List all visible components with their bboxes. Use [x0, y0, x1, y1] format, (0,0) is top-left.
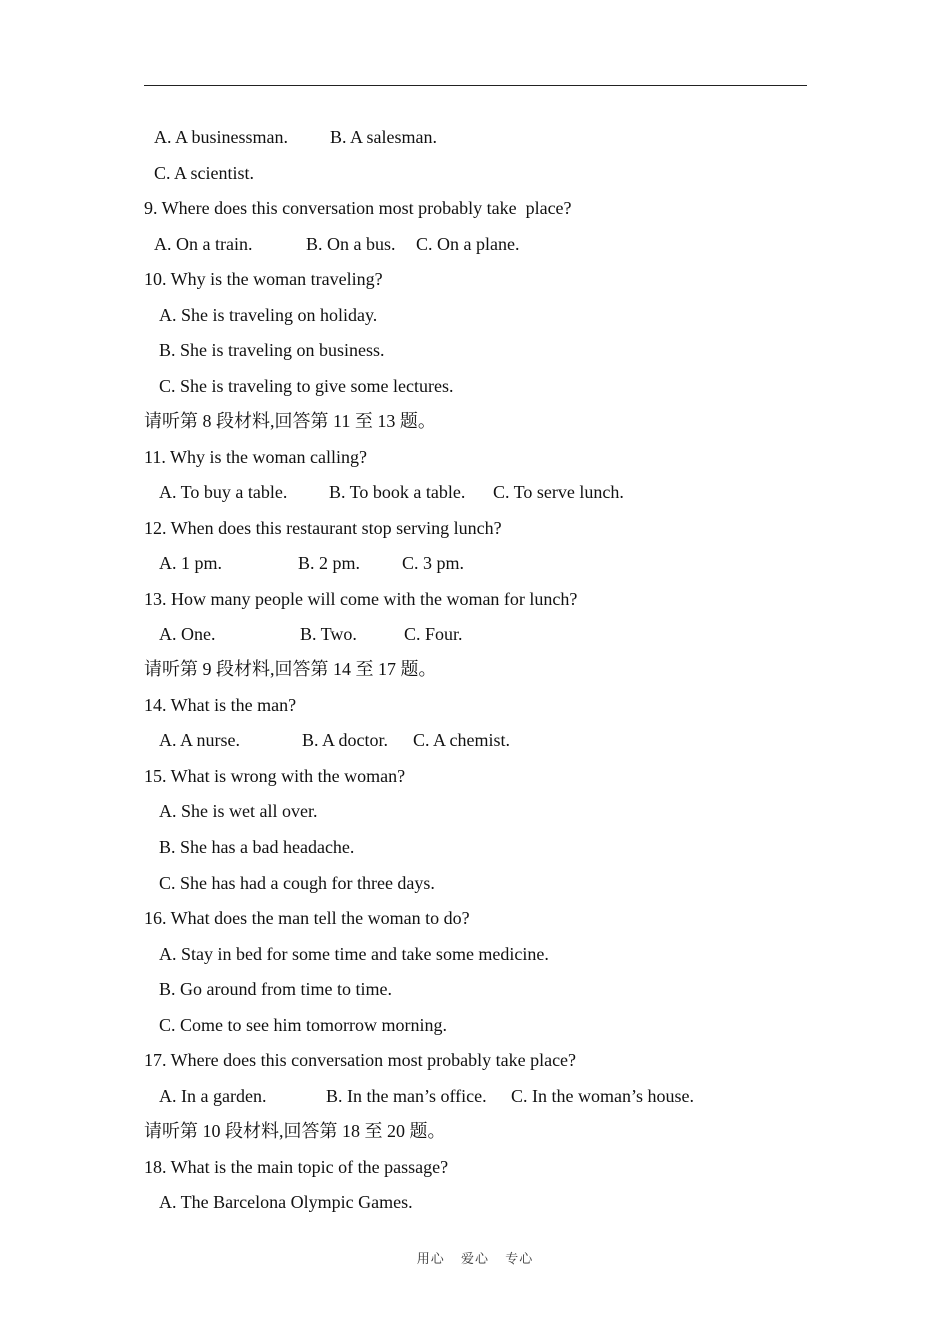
- text-line: 请听第 10 段材料,回答第 18 至 20 题。: [144, 1121, 446, 1141]
- text-line: A. A nurse.: [159, 730, 240, 750]
- text-line: C. She is traveling to give some lectures.: [159, 376, 454, 396]
- text-line: C. On a plane.: [416, 234, 520, 254]
- text-line: 10. Why is the woman traveling?: [144, 269, 383, 289]
- text-line: A. The Barcelona Olympic Games.: [159, 1192, 413, 1212]
- text-line: 请听第 8 段材料,回答第 11 至 13 题。: [144, 411, 436, 431]
- text-line: A. One.: [159, 624, 216, 644]
- text-line: A. 1 pm.: [159, 553, 222, 573]
- text-line: C. She has had a cough for three days.: [159, 873, 435, 893]
- text-line: B. Two.: [300, 624, 357, 644]
- text-line: 16. What does the man tell the woman to do?: [144, 908, 470, 928]
- text-line: 12. When does this restaurant stop serving lunch?: [144, 518, 502, 538]
- text-line: C. A chemist.: [413, 730, 511, 750]
- text-line: 9. Where does this conversation most probably take place?: [144, 198, 572, 218]
- footer-word: 爱心: [460, 1251, 489, 1266]
- text-line: B. On a bus.: [306, 234, 396, 254]
- text-line: A. A businessman.: [154, 127, 289, 147]
- text-line: C. 3 pm.: [402, 553, 465, 573]
- text-line: 11. Why is the woman calling?: [144, 447, 367, 467]
- text-line: B. 2 pm.: [298, 553, 361, 573]
- text-line: 15. What is wrong with the woman?: [144, 766, 406, 786]
- text-line: A. She is wet all over.: [159, 801, 318, 821]
- footer-word: 用心: [416, 1251, 445, 1266]
- text-line: A. She is traveling on holiday.: [159, 305, 378, 325]
- text-line: A. In a garden.: [159, 1086, 267, 1106]
- footer-word: 专心: [505, 1251, 534, 1266]
- text-line: A. On a train.: [154, 234, 253, 254]
- text-line: C. Come to see him tomorrow morning.: [159, 1015, 447, 1035]
- text-line: B. Go around from time to time.: [159, 979, 392, 999]
- text-line: A. To buy a table.: [159, 482, 288, 502]
- text-line: C. In the woman’s house.: [511, 1086, 694, 1106]
- text-line: 18. What is the main topic of the passage?: [144, 1157, 449, 1177]
- text-line: 17. Where does this conversation most probably take place?: [144, 1050, 577, 1070]
- text-line: C. A scientist.: [154, 163, 255, 183]
- page-footer: [0, 1248, 950, 1267]
- text-line: 14. What is the man?: [144, 695, 297, 715]
- text-line: A. Stay in bed for some time and take some medicine.: [159, 944, 549, 964]
- text-line: B. To book a table.: [329, 482, 466, 502]
- text-line: B. In the man’s office.: [326, 1086, 487, 1106]
- text-line: B. She has a bad headache.: [159, 837, 355, 857]
- text-line: B. A doctor.: [302, 730, 389, 750]
- text-line: C. Four.: [404, 624, 463, 644]
- text-line: B. A salesman.: [330, 127, 437, 147]
- text-line: 请听第 9 段材料,回答第 14 至 17 题。: [144, 659, 437, 679]
- text-line: C. To serve lunch.: [493, 482, 624, 502]
- text-line: 13. How many people will come with the woman for lunch?: [144, 589, 578, 609]
- text-line: B. She is traveling on business.: [159, 340, 385, 360]
- header-rule: [144, 85, 807, 86]
